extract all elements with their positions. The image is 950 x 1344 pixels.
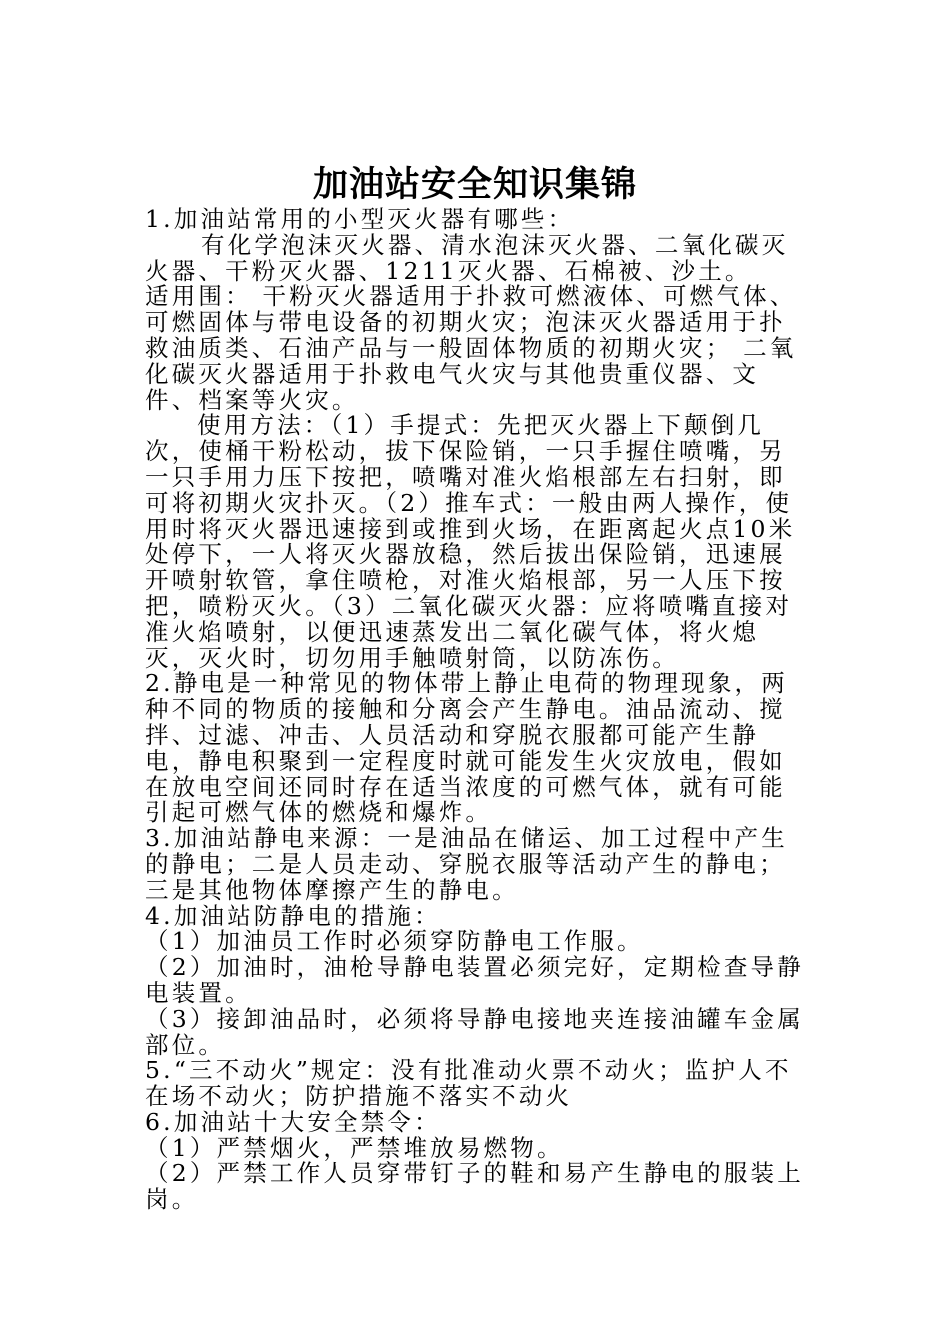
list-item: （2）严禁工作人员穿带钉子的鞋和易产生静电的服装上岗。 — [145, 1159, 804, 1214]
paragraph-q6-heading: 6.加油站十大安全禁令： — [145, 1107, 441, 1136]
paragraph-usage-method: 使用方法：（1）手提式：先把灭火器上下颠倒几次，使桶干粉松动，拔下保险销，一只手握住喷嘴，另一只手用力压下按把，喷嘴对准火焰根部左右扫射，即可将初期火灾扑灭。（2）推车式：一般由两人操作，使用时将灭火器迅速接到或推到火场，在距离起火点10米处停下，一人将灭火器放稳，然后拔出保险销，迅速展开喷射软管，拿住喷枪，对准火焰根部，另一人压下按把，喷粉灭火。（3）二氧化碳灭火器：应将喷嘴直接对准火焰喷射，以便迅速蒸发出二氧化碳气体，将火熄灭，灭火时，切勿用手触喷射筒，以防冻伤。 — [145, 411, 796, 672]
paragraph-q4-heading: 4.加油站防静电的措施： — [145, 901, 441, 930]
list-item: （2）加油时，油枪导静电装置必须完好，定期检查导静电装置。 — [145, 953, 804, 1007]
paragraph-static-sources: 3.加油站静电来源：一是油品在储运、加工过程中产生的静电；二是人员走动、穿脱衣服等活动产生的静电；三是其他物体摩擦产生的静电。 — [145, 824, 788, 904]
document-title: 加油站安全知识集锦 — [312, 164, 637, 205]
paragraph-scope-of-use: 适用围： 干粉灭火器适用于扑救可燃液体、可燃气体、可燃固体与带电设备的初期火灾；泡沫灭火器适用于扑救油质类、石油产品与一般固体物质的初期火灾； 二氧化碳灭火器适用于扑救电气火灾与其他贵重仪器、文件、档案等火灾。 — [145, 282, 797, 414]
list-item: （1）加油员工作时必须穿防静电工作服。 — [145, 927, 644, 956]
paragraph-static-electricity: 2.静电是一种常见的物体带上静止电荷的物理现象，两种不同的物质的接触和分离会产生静电。油品流动、搅拌、过滤、冲击、人员活动和穿脱衣服都可能产生静电，静电积聚到一定程度时就可能发生火灾放电，假如在放电空间还同时存在适当浓度的可燃气体，就有可能引起可燃气体的燃烧和爆炸。 — [145, 669, 788, 827]
document-body — [145, 207, 807, 1213]
paragraph-extinguisher-types: 有化学泡沫灭火器、清水泡沫灭火器、二氧化碳灭火器、干粉灭火器、1211灭火器、石棉被、沙土。 — [145, 230, 789, 285]
list-item: （1）严禁烟火，严禁堆放易燃物。 — [145, 1133, 564, 1162]
list-item: （3）接卸油品时，必须将导静电接地夹连接油罐车金属部位。 — [145, 1004, 804, 1059]
paragraph-three-no-fire-rule: 5.“三不动火”规定：没有批准动火票不动火；监护人不在场不动火；防护措施不落实不动火 — [145, 1056, 792, 1111]
paragraph-q1-heading: 1.加油站常用的小型灭火器有哪些： — [145, 205, 575, 233]
